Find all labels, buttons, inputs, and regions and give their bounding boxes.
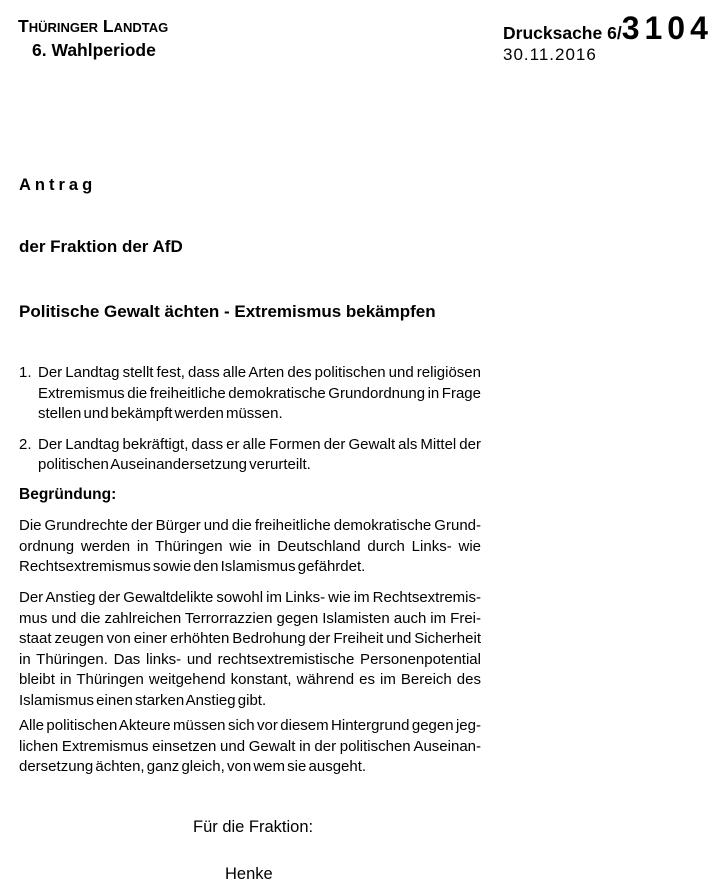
reason-paragraph: Der Anstieg der Gewaltdelikte sowohl im Links- wie im Rechtsextremis- mus und die zahlreichen Terrorrazzien gegen Islamisten auch im Frei- staat zeugen von einer erhöhten Bedrohung der Freiheit und Sicherheit in Thüringen. Das links- und rechtsextremistische Personenpotential bleibt in Thüringen weitgehend konstant, während es im Bereich des Islamismus einen starken Anstieg gibt. bbox=[19, 589, 481, 709]
letterhead bbox=[18, 15, 168, 61]
institution-name: THÜRINGER LANDTAG bbox=[18, 16, 169, 36]
document-kind-heading: Antrag bbox=[19, 176, 97, 194]
document-date: 30.11.2016 bbox=[503, 45, 597, 64]
document-title: Politische Gewalt ächten - Extremismus bekämpfen bbox=[19, 302, 436, 321]
list-item-text: Der Landtag stellt fest, dass alle Arten des politischen und religiösen Extremismus die freiheitliche demokratische Grundordnung in Frage stellen und bekämpft werden müssen. bbox=[38, 364, 481, 422]
list-item-number: 1. bbox=[19, 364, 32, 381]
reason-paragraph: Alle politischen Akteure müssen sich vor diesem Hintergrund gegen jeg- lichen Extremismus einsetzen und Gewalt in der politischen Auseinan- dersetzung ächten, ganz gleich, von wem sie ausgeht. bbox=[19, 717, 481, 775]
drucksache-block bbox=[503, 10, 713, 63]
signer-name: Henke bbox=[225, 865, 273, 883]
list-item bbox=[19, 435, 481, 476]
closing-for-fraction: Für die Fraktion: bbox=[193, 818, 314, 836]
drucksache-number: 3104 bbox=[621, 10, 713, 46]
reason-paragraph: Die Grundrechte der Bürger und die freiheitliche demokratische Grund- ordnung werden in Thüringen wie in Deutschland durch Links- wie Rechtsextremismus sowie den Islamismus gefährdet. bbox=[19, 517, 481, 575]
legislative-period: 6. Wahlperiode bbox=[32, 40, 156, 60]
list-item bbox=[19, 363, 481, 425]
reason-heading: Begründung: bbox=[19, 486, 117, 503]
submitter-line: der Fraktion der AfD bbox=[19, 237, 183, 256]
list-item-number: 2. bbox=[19, 435, 32, 453]
drucksache-label: Drucksache 6/ bbox=[503, 23, 622, 43]
list-item-text: Der Landtag bekräftigt, dass er alle Formen der Gewalt als Mittel der politischen Auseinandersetzung verurteilt. bbox=[38, 435, 481, 473]
resolution-list bbox=[19, 363, 481, 486]
